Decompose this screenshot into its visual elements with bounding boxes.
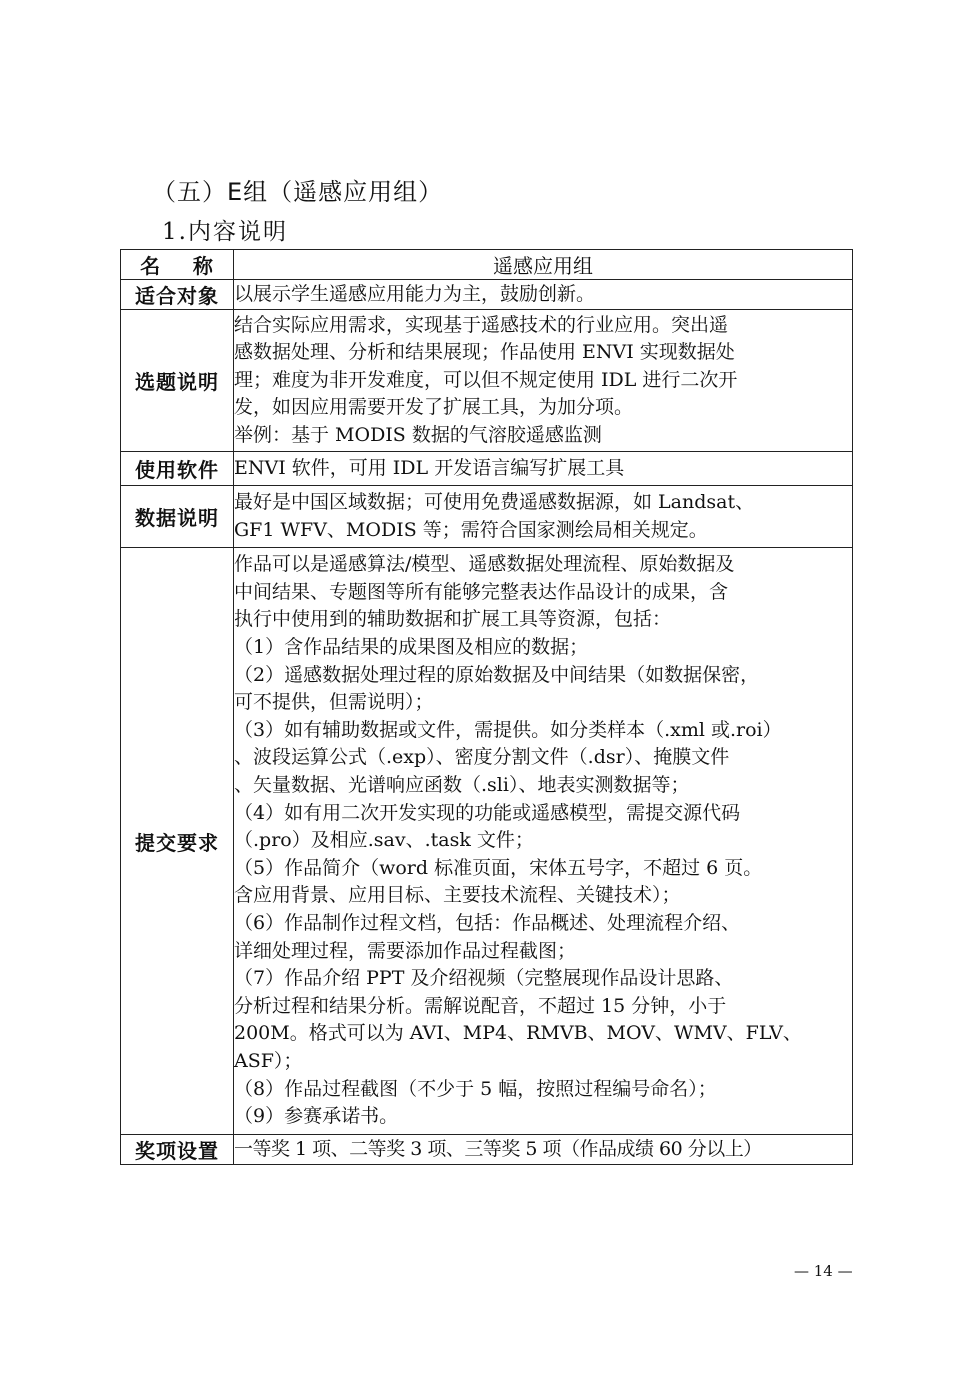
value-line: （7）作品介绍 PPT 及介绍视频（完整展现作品设计思路、 bbox=[234, 967, 734, 990]
value-line: 一等奖 1 项、二等奖 3 项、三等奖 5 项（作品成绩 60 分以上） bbox=[234, 1137, 762, 1160]
row-value bbox=[234, 452, 853, 486]
table-header-row bbox=[121, 250, 853, 280]
value-line: 含应用背景、应用目标、主要技术流程、关键技术）； bbox=[234, 884, 681, 907]
value-line: 执行中使用到的辅助数据和扩展工具等资源，包括： bbox=[234, 608, 672, 631]
row-value bbox=[234, 486, 853, 548]
value-line: 以展示学生遥感应用能力为主，鼓励创新。 bbox=[234, 282, 596, 305]
value-line: 、矢量数据、光谱响应函数（.sli）、地表实测数据等； bbox=[234, 774, 690, 797]
row-label: 适合对象 bbox=[121, 280, 234, 310]
row-value bbox=[234, 1135, 853, 1165]
table-row bbox=[121, 486, 853, 548]
header-value-cell: 遥感应用组 bbox=[234, 250, 853, 280]
value-line: 举例：基于 MODIS 数据的气溶胶遥感监测 bbox=[234, 423, 602, 446]
value-line: 详细处理过程，需要添加作品过程截图； bbox=[234, 939, 577, 962]
subsection-title: 1.内容说明 bbox=[162, 219, 288, 245]
table-row bbox=[121, 548, 853, 1135]
value-line: 、波段运算公式（.exp）、密度分割文件（.dsr）、掩膜文件 bbox=[234, 746, 730, 769]
row-label: 奖项设置 bbox=[121, 1135, 234, 1165]
value-line: ENVI 软件，可用 IDL 开发语言编写扩展工具 bbox=[234, 456, 625, 479]
row-label: 选题说明 bbox=[121, 310, 234, 452]
row-label: 提交要求 bbox=[121, 548, 234, 1135]
value-line: 分析过程和结果分析。需解说配音，不超过 15 分钟，小于 bbox=[234, 994, 727, 1017]
row-label: 使用软件 bbox=[121, 452, 234, 486]
value-line: （9）参赛承诺书。 bbox=[234, 1105, 399, 1128]
page-number: — 14 — bbox=[794, 1262, 853, 1280]
value-line: 中间结果、专题图等所有能够完整表达作品设计的成果，含 bbox=[234, 580, 729, 603]
value-line: 最好是中国区域数据；可使用免费遥感数据源，如 Landsat、 bbox=[234, 490, 755, 513]
content-table bbox=[120, 249, 853, 1165]
value-line: （3）如有辅助数据或文件，需提供。如分类样本（.xml 或.roi） bbox=[234, 718, 782, 741]
table-row bbox=[121, 280, 853, 310]
table-row bbox=[121, 452, 853, 486]
value-line: （6）作品制作过程文档，包括：作品概述、处理流程介绍、 bbox=[234, 911, 741, 934]
value-line: 感数据处理、分析和结果展现；作品使用 ENVI 实现数据处 bbox=[234, 341, 735, 364]
table-row bbox=[121, 1135, 853, 1165]
value-line: （4）如有用二次开发实现的功能或遥感模型，需提交源代码 bbox=[234, 801, 741, 824]
value-line: （.pro）及相应.sav、.task 文件； bbox=[234, 829, 534, 852]
header-label-cell: 名 称 bbox=[121, 250, 234, 280]
value-line: ASF）； bbox=[234, 1049, 303, 1072]
row-value bbox=[234, 548, 853, 1135]
value-line: （2）遥感数据处理过程的原始数据及中间结果（如数据保密， bbox=[234, 663, 760, 686]
value-line: （8）作品过程截图（不少于 5 幅，按照过程编号命名）； bbox=[234, 1077, 717, 1100]
value-line: 200M。格式可以为 AVI、MP4、RMVB、MOV、WMV、FLV、 bbox=[234, 1022, 802, 1045]
value-line: （5）作品简介（word 标准页面，宋体五号字，不超过 6 页。 bbox=[234, 856, 763, 879]
row-value bbox=[234, 280, 853, 310]
value-line: 结合实际应用需求，实现基于遥感技术的行业应用。突出遥 bbox=[234, 313, 729, 336]
value-line: （1）含作品结果的成果图及相应的数据； bbox=[234, 636, 589, 659]
value-line: GF1 WFV、MODIS 等；需符合国家测绘局相关规定。 bbox=[234, 518, 708, 541]
value-line: 作品可以是遥感算法/模型、遥感数据处理流程、原始数据及 bbox=[234, 553, 735, 576]
section-title: （五）E组（遥感应用组） bbox=[152, 178, 444, 206]
row-value bbox=[234, 310, 853, 452]
value-line: 可不提供，但需说明）； bbox=[234, 691, 434, 714]
table-row bbox=[121, 310, 853, 452]
value-line: 发，如因应用需要开发了扩展工具，为加分项。 bbox=[234, 396, 634, 419]
value-line: 理；难度为非开发难度，可以但不规定使用 IDL 进行二次开 bbox=[234, 368, 738, 391]
row-label: 数据说明 bbox=[121, 486, 234, 548]
